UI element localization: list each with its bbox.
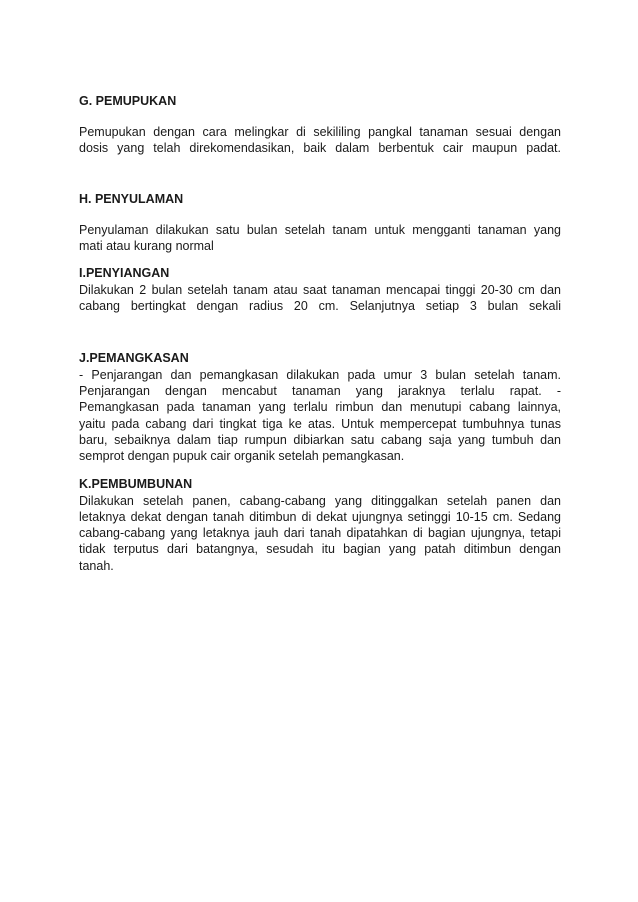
section-paragraph bbox=[79, 282, 561, 315]
paragraph-line: mati atau kurang normal bbox=[79, 238, 214, 253]
paragraph-line: Penyulaman dilakukan satu bulan setelah tanam untuk mengganti tanaman yang bbox=[79, 222, 561, 237]
section-heading: H. PENYULAMAN bbox=[79, 191, 184, 206]
paragraph-line: - Penjarangan dan pemangkasan dilakukan pada umur 3 bulan setelah tanam. bbox=[79, 367, 561, 382]
section-pemangkasan bbox=[79, 350, 561, 465]
paragraph-line: Penjarangan dengan mencabut tanaman yang jaraknya terlalu rapat. - bbox=[79, 384, 561, 399]
paragraph-line: Pemupukan dengan cara melingkar di sekililing pangkal tanaman sesuai dengan bbox=[79, 125, 561, 139]
paragraph-line: cabang-cabang yang letaknya jauh dari tanah dipatahkan di bagian ujungnya, tetapi bbox=[79, 526, 561, 541]
section-paragraph bbox=[79, 124, 561, 157]
paragraph-line: semprot dengan pupuk cair organik setelah pemangkasan. bbox=[79, 449, 405, 464]
paragraph-line: yaitu pada cabang dari tingkat tiga ke atas. Untuk mempercepat tumbuhnya tunas bbox=[79, 416, 561, 431]
paragraph-line: Pemangkasan pada tanaman yang terlalu rimbun dan menutupi cabang lainnya, bbox=[79, 400, 561, 415]
paragraph-line: Dilakukan 2 bulan setelah tanam atau saat tanaman mencapai tinggi 20-30 cm dan bbox=[79, 283, 561, 298]
section-pemupukan bbox=[79, 93, 561, 157]
section-penyiangan bbox=[79, 265, 561, 315]
section-penyulaman bbox=[79, 191, 561, 255]
paragraph-line: dosis yang telah direkomendasikan, baik dalam berbentuk cair maupun padat. bbox=[79, 141, 561, 156]
paragraph-line: Dilakukan setelah panen, cabang-cabang yang ditinggalkan setelah panen dan bbox=[79, 493, 561, 508]
section-heading: K.PEMBUMBUNAN bbox=[79, 476, 193, 491]
paragraph-line: letaknya dekat dengan tanah ditimbun di dekat ujungnya setinggi 10-15 cm. Sedang bbox=[79, 509, 561, 524]
section-heading: I.PENYIANGAN bbox=[79, 266, 170, 281]
paragraph-line: baru, sebaiknya dalam tiap rumpun dibiarkan satu cabang saja yang tumbuh dan bbox=[79, 432, 561, 447]
document-page bbox=[79, 93, 561, 574]
paragraph-line: tanah. bbox=[79, 558, 114, 573]
section-paragraph bbox=[79, 222, 561, 255]
section-paragraph bbox=[79, 493, 561, 574]
section-heading: J.PEMANGKASAN bbox=[79, 350, 189, 365]
section-heading: G. PEMUPUKAN bbox=[79, 94, 177, 108]
paragraph-line: cabang bertingkat dengan radius 20 cm. Selanjutnya setiap 3 bulan sekali bbox=[79, 299, 561, 314]
section-pembumbunan bbox=[79, 476, 561, 574]
section-paragraph bbox=[79, 367, 561, 465]
paragraph-line: tidak terputus dari batangnya, sesudah itu bagian yang patah ditimbun dengan bbox=[79, 542, 561, 557]
